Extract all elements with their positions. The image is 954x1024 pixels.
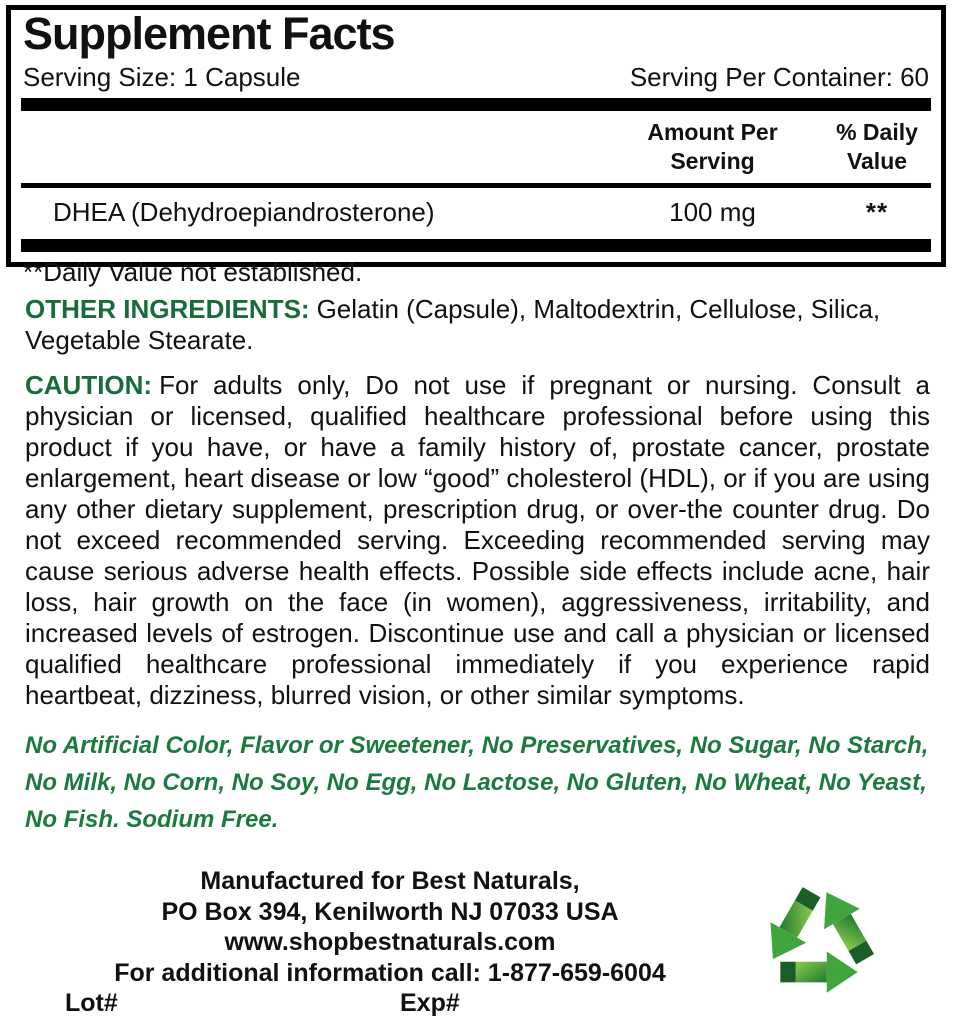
divider-bar-thick-bottom <box>21 239 931 252</box>
column-header-daily-value: % Daily Value <box>836 119 918 175</box>
lot-number-label: Lot# <box>65 989 118 1017</box>
ingredient-name: DHEA (Dehydroepiandrosterone) <box>53 196 435 227</box>
divider-bar-thick-top <box>21 98 931 111</box>
column-headers <box>21 111 931 183</box>
panel-title: Supplement Facts <box>23 8 395 59</box>
address-line: PO Box 394, Kenilworth NJ 07033 USA <box>161 897 619 926</box>
other-ingredients-text: Gelatin (Capsule), Maltodextrin, Cellulose, Silica, Vegetable Stearate. <box>25 294 881 355</box>
table-row <box>21 188 931 239</box>
servings-per-container: Serving Per Container: 60 <box>629 61 929 92</box>
caution-paragraph <box>25 370 930 711</box>
supplement-facts-panel <box>6 5 946 287</box>
lot-exp-row <box>65 988 715 1019</box>
caution-label: CAUTION: <box>25 370 153 400</box>
serving-row <box>23 63 929 92</box>
ingredient-daily-value: ** <box>865 196 889 227</box>
label-body-text <box>0 272 954 838</box>
manufacturer-footer <box>65 866 715 1019</box>
exp-date-label: Exp# <box>400 989 460 1017</box>
daily-value-footnote: **Daily Value not established. <box>23 256 363 287</box>
manufacturer-line: Manufactured for Best Naturals, <box>200 867 580 895</box>
ingredient-amount: 100 mg <box>669 196 756 227</box>
caution-text: For adults only, Do not use if pregnant or nursing. Consult a physician or licensed, qualified healthcare professional before using this product if you have, or have a family history of, prostate cancer, prostate enlargement, heart disease or low “good” cholesterol (HDL), or if you are using any other dietary supplement, prescription drug, or over-the counter drug. Do not exceed recommended serving. Exceeding recommended serving may cause serious adverse health effects. Possible side effects include acne, hair loss, hair growth on the face (in women), aggressiveness, irritability, and increased levels of estrogen. Discontinue use and call a physician or licensed qualified healthcare professional immediately if you experience rapid heartbeat, dizziness, blurred vision, or other similar symptoms. <box>25 370 930 710</box>
other-ingredients-paragraph <box>25 294 930 356</box>
website-line: www.shopbestnaturals.com <box>224 928 556 956</box>
serving-size: Serving Size: 1 Capsule <box>23 61 301 92</box>
recycle-icon <box>752 860 886 1012</box>
column-header-amount: Amount Per Serving <box>647 119 778 175</box>
other-ingredients-label: OTHER INGREDIENTS: <box>25 294 310 324</box>
phone-line: For additional information call: 1-877-659-6004 <box>114 958 666 987</box>
free-of-claims: No Artificial Color, Flavor or Sweetener, No Preservatives, No Sugar, No Starch, No Milk, No Corn, No Soy, No Egg, No Lactose, No Gluten, No Wheat, No Yeast, No Fish. Sodium Free. <box>25 732 929 833</box>
